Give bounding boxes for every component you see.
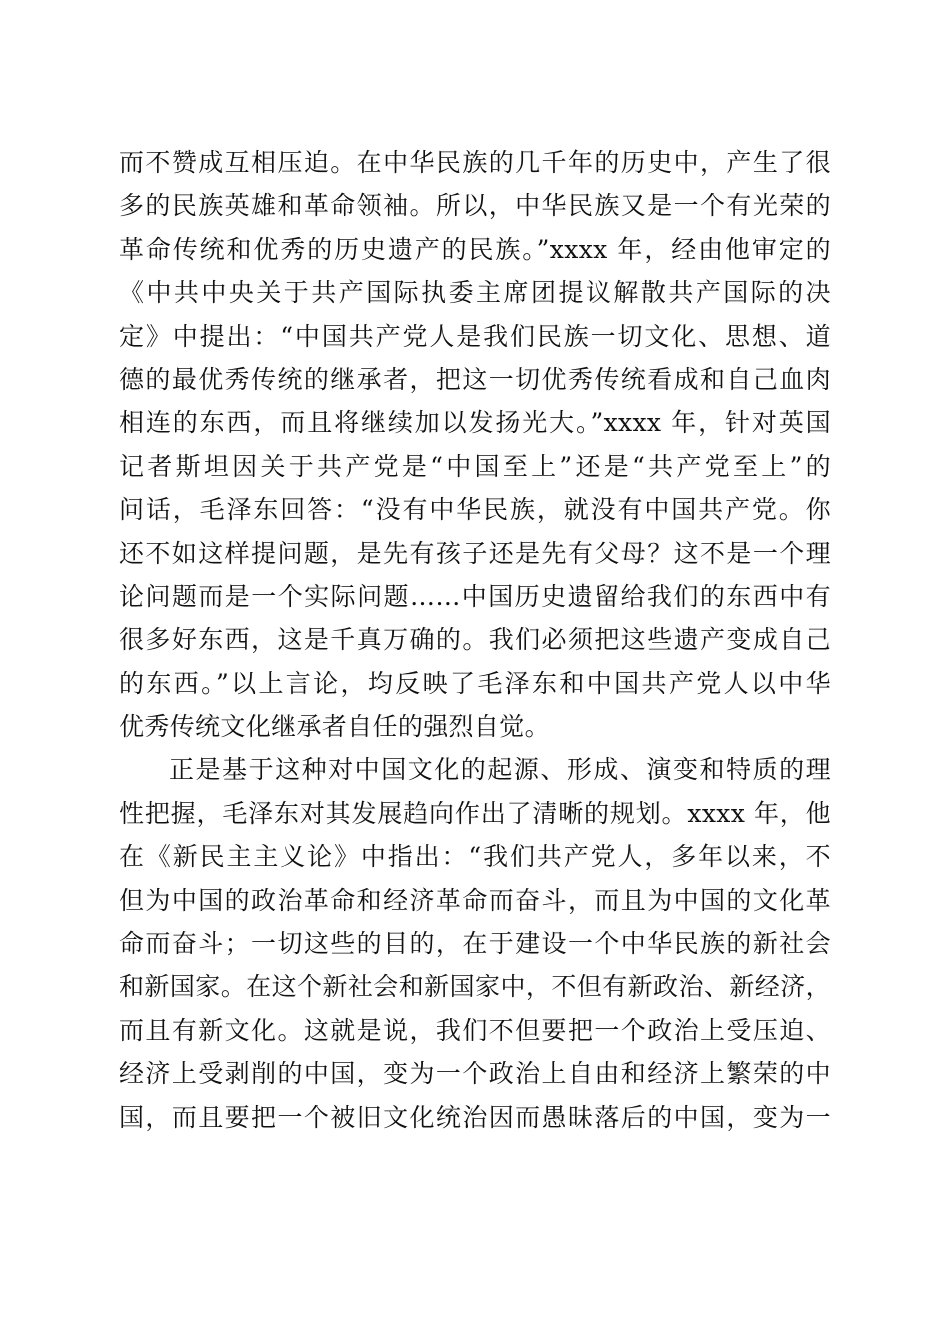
paragraph-line: 经济上受剥削的中国，变为一个政治上自由和经济上繁荣的中 xyxy=(119,1059,831,1089)
paragraph-line: 《中共中央关于共产国际执委主席团提议解散共产国际的决 xyxy=(119,278,831,308)
paragraph-line: 革命传统和优秀的历史遗产的民族。”xxxx 年，经由他审定的 xyxy=(119,234,831,264)
paragraph-line: 还不如这样提问题，是先有孩子还是先有父母？这不是一个理 xyxy=(119,538,831,568)
paragraph-line: 论问题而是一个实际问题……中国历史遗留给我们的东西中有 xyxy=(119,581,831,611)
paragraph-last-line: 优秀传统文化继承者自任的强烈自觉。 xyxy=(119,712,550,742)
paragraph-line: 记者斯坦因关于共产党是“中国至上”还是“共产党至上”的 xyxy=(119,451,831,481)
paragraph-line: 定》中提出：“中国共产党人是我们民族一切文化、思想、道 xyxy=(119,321,831,351)
paragraph-line: 而且有新文化。这就是说，我们不但要把一个政治上受压迫、 xyxy=(119,1015,831,1045)
paragraph-line: 但为中国的政治革命和经济革命而奋斗，而且为中国的文化革 xyxy=(119,885,831,915)
paragraph-line: 相连的东西，而且将继续加以发扬光大。”xxxx 年，针对英国 xyxy=(119,408,831,438)
paragraph-line: 在《新民主主义论》中指出：“我们共产党人，多年以来，不 xyxy=(119,842,831,872)
document-body xyxy=(119,141,831,1139)
paragraph-first-line: 正是基于这种对中国文化的起源、形成、演变和特质的理 xyxy=(169,755,831,785)
paragraph-line: 多的民族英雄和革命领袖。所以，中华民族又是一个有光荣的 xyxy=(119,191,831,221)
paragraph-line: 命而奋斗；一切这些的目的，在于建设一个中华民族的新社会 xyxy=(119,929,831,959)
paragraph-line: 的东西。”以上言论，均反映了毛泽东和中国共产党人以中华 xyxy=(119,668,831,698)
paragraph-line: 性把握，毛泽东对其发展趋向作出了清晰的规划。xxxx 年，他 xyxy=(119,798,831,828)
paragraph-line: 很多好东西，这是千真万确的。我们必须把这些遗产变成自己 xyxy=(119,625,831,655)
paragraph-line: 而不赞成互相压迫。在中华民族的几千年的历史中，产生了很 xyxy=(119,148,831,177)
paragraph-line: 和新国家。在这个新社会和新国家中，不但有新政治、新经济， xyxy=(119,972,831,1002)
paragraph-1 xyxy=(119,141,831,748)
paragraph-line: 德的最优秀传统的继承者，把这一切优秀传统看成和自己血肉 xyxy=(119,364,831,394)
paragraph-line: 国，而且要把一个被旧文化统治因而愚昧落后的中国，变为一 xyxy=(119,1102,831,1132)
paragraph-line: 问话，毛泽东回答：“没有中华民族，就没有中国共产党。你 xyxy=(119,495,831,525)
paragraph-2 xyxy=(119,748,831,1139)
